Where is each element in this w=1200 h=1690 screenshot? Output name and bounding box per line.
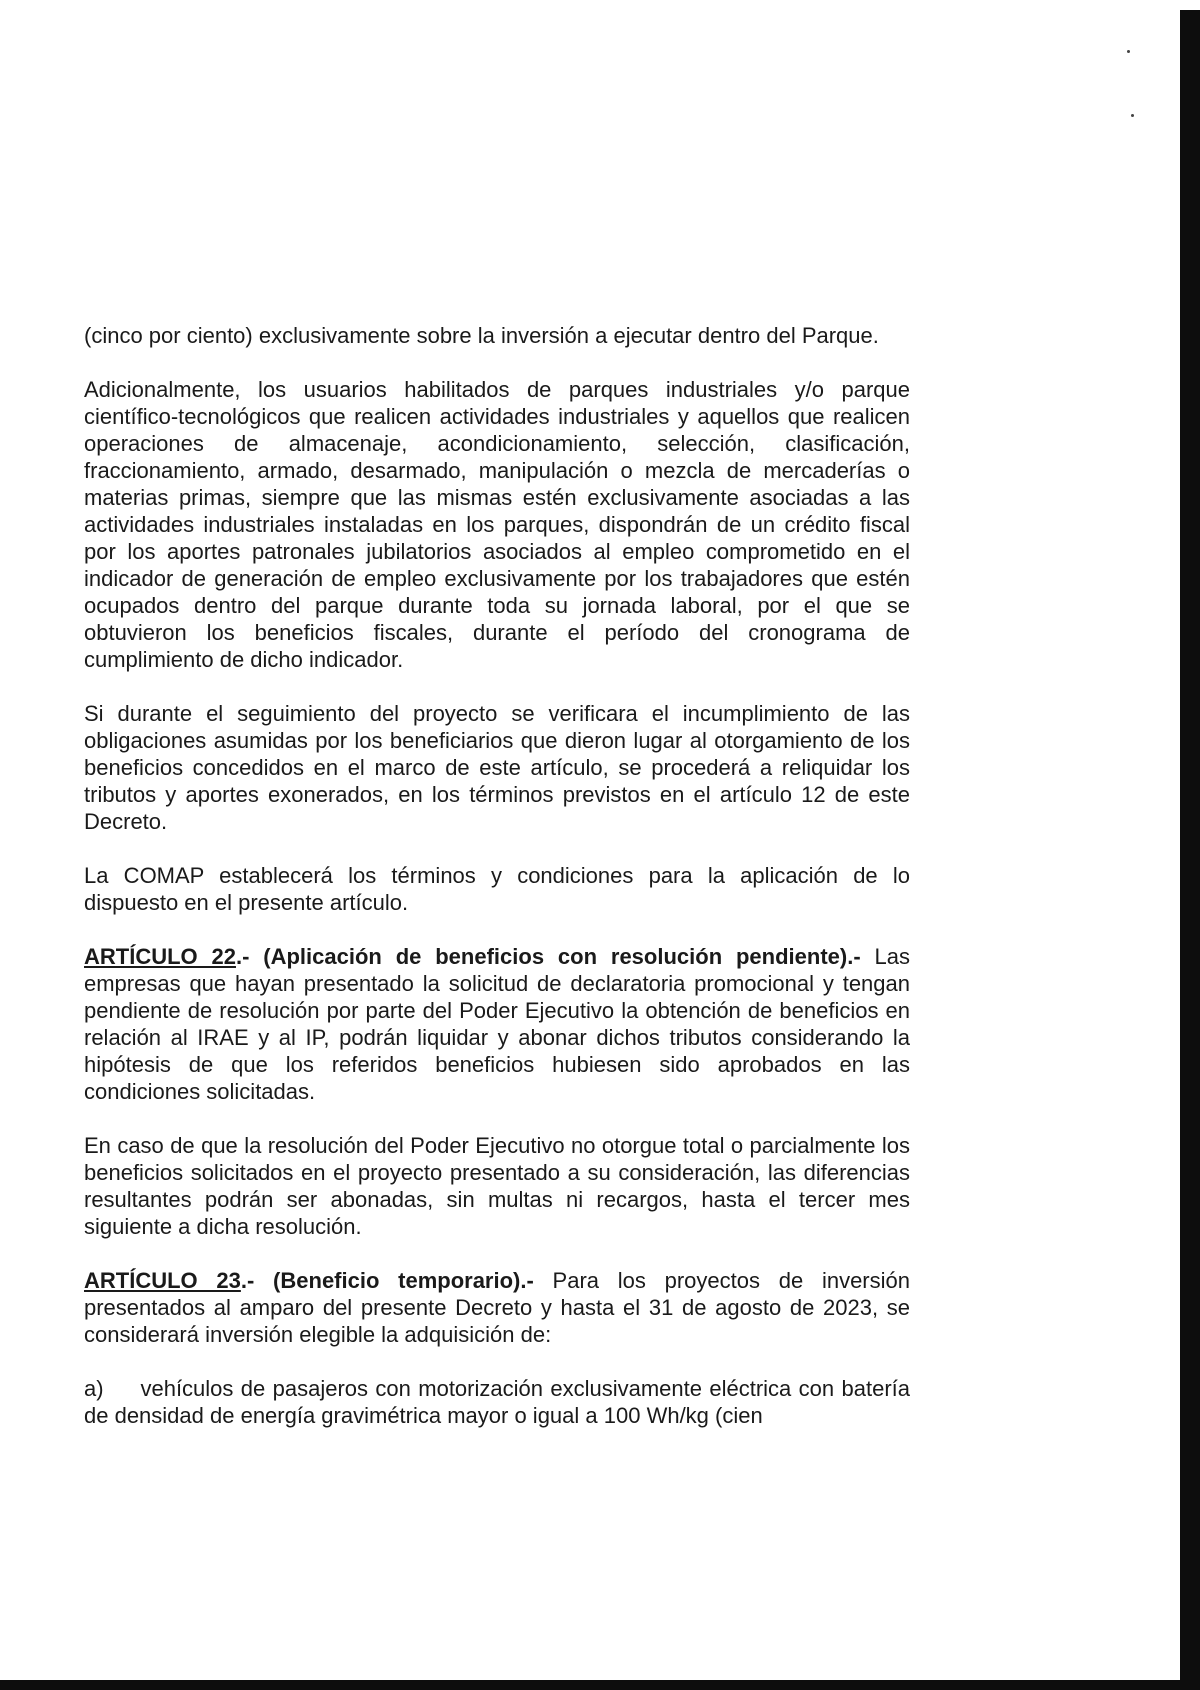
- paragraph-comap: La COMAP establecerá los términos y condiciones para la aplicación de lo dispuesto en el presente artículo.: [84, 863, 910, 915]
- article-22-label: ARTÍCULO 22: [84, 944, 236, 969]
- list-item-a: [84, 1375, 910, 1429]
- paragraph-diferencias: En caso de que la resolución del Poder Ejecutivo no otorgue total o parcialmente los beneficios solicitados en el proyecto presentado a su consideración, las diferencias resultantes podrán ser abonadas, sin multas ni recargos, hasta el tercer mes siguiente a dicha resolución.: [84, 1133, 910, 1239]
- paragraph-credito-fiscal: Adicionalmente, los usuarios habilitados de parques industriales y/o parque científico-tecnológicos que realicen actividades industriales y aquellos que realicen operaciones de almacenaje, acondicionamiento, selección, clasificación, fraccionamiento, armado, desarmado, manipulación o mezcla de mercaderías o materias primas, siempre que las mismas estén exclusivamente asociadas a las actividades industriales instaladas en los parques, dispondrán de un crédito fiscal por los aportes patronales jubilatorios asociados al empleo comprometido en el indicador de generación de empleo exclusivamente por los trabajadores que estén ocupados dentro del parque durante toda su jornada laboral, por el que se obtuvieron los beneficios fiscales, durante el período del cronograma de cumplimiento de dicho indicador.: [84, 377, 910, 672]
- paragraph-parque: (cinco por ciento) exclusivamente sobre la inversión a ejecutar dentro del Parque.: [84, 323, 879, 348]
- scan-speck: [1127, 50, 1130, 53]
- scan-edge-bottom: [0, 1680, 1200, 1690]
- document-text: [84, 322, 910, 1456]
- article-23-label: ARTÍCULO 23: [84, 1268, 241, 1293]
- article-23-heading: .- (Beneficio temporario).-: [240, 1268, 534, 1293]
- article-23: [84, 1267, 910, 1348]
- paragraph-incumplimiento: Si durante el seguimiento del proyecto se verificara el incumplimiento de las obligaciones asumidas por los beneficiarios que dieron lugar al otorgamiento de los beneficios concedidos en el marco de este artículo, se procederá a reliquidar los tributos y aportes exonerados, en los términos previstos en el artículo 12 de este Decreto.: [84, 701, 910, 834]
- list-item-marker: a): [84, 1376, 104, 1401]
- article-22-heading: .- (Aplicación de beneficios con resolución pendiente).-: [235, 944, 861, 969]
- article-22: [84, 943, 910, 1105]
- article-22-body: Las empresas que hayan presentado la solicitud de declaratoria promocional y tengan pendiente de resolución por parte del Poder Ejecutivo la obtención de beneficios en relación al IRAE y al IP, podrán liquidar y abonar dichos tributos considerando la hipótesis de que los referidos beneficios hubiesen sido aprobados en las condiciones solicitadas.: [84, 944, 910, 1104]
- scan-edge-right: [1180, 10, 1200, 1690]
- article-23-body: Para los proyectos de inversión presentados al amparo del presente Decreto y hasta el 31 de agosto de 2023, se considerará inversión elegible la adquisición de:: [84, 1268, 910, 1347]
- list-item-text: vehículos de pasajeros con motorización exclusivamente eléctrica con batería de densidad de energía gravimétrica mayor o igual a 100 Wh/kg (cien: [84, 1376, 911, 1428]
- scan-speck: [1131, 114, 1134, 117]
